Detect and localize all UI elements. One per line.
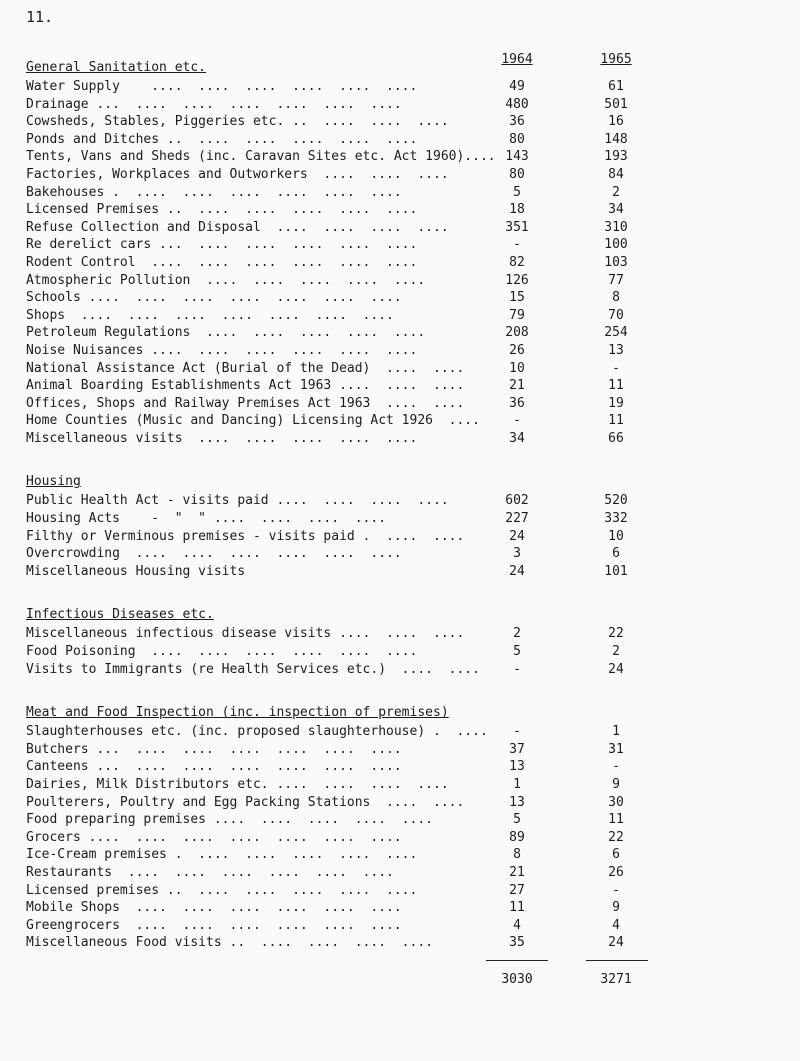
table-row	[26, 412, 786, 430]
table-row	[26, 864, 786, 882]
section-title: General Sanitation etc.	[26, 60, 207, 75]
table-row	[26, 236, 786, 254]
value-1964: 1	[513, 777, 521, 792]
value-1965: 6	[612, 546, 620, 562]
value-1964: -	[513, 237, 521, 253]
table-row	[26, 254, 786, 272]
value-1964: 24	[509, 563, 525, 579]
table-row	[26, 741, 786, 759]
value-1964: 80	[509, 166, 525, 182]
row-label: Food preparing premises .... .... .... .... ....	[26, 812, 433, 828]
value-1965: -	[612, 360, 620, 376]
value-1964: 13	[509, 794, 525, 810]
value-1964: 36	[509, 395, 525, 411]
value-1964: -	[513, 413, 521, 429]
value-1964: 35	[509, 935, 525, 951]
table-row	[26, 342, 786, 360]
row-label: Tents, Vans and Sheds (inc. Caravan Sites etc. Act 1960)....	[26, 149, 496, 165]
row-label: Rodent Control .... .... .... .... .... ....	[26, 254, 418, 270]
value-1964: 34	[509, 430, 525, 446]
totals-row	[26, 960, 786, 1000]
value-1964: 36	[509, 114, 525, 130]
section-title: Infectious Diseases etc.	[26, 607, 214, 623]
table-row	[26, 899, 786, 917]
table-row	[26, 723, 786, 741]
row-label: Public Health Act - visits paid .... .... .... ....	[26, 493, 449, 509]
table-row	[26, 377, 786, 395]
value-1965: 8	[612, 290, 620, 306]
table-row	[26, 846, 786, 864]
row-label: Bakehouses . .... .... .... .... .... ....	[26, 184, 402, 200]
value-1965: 100	[604, 237, 628, 253]
value-1965: 11	[608, 812, 624, 828]
value-1965: 30	[608, 794, 624, 810]
section-spacer	[26, 580, 786, 605]
value-1964: 2	[513, 626, 521, 642]
table-row	[26, 776, 786, 794]
table-row	[26, 917, 786, 935]
table-row	[26, 395, 786, 413]
row-label: Filthy or Verminous premises - visits paid . .... ....	[26, 528, 465, 544]
table-row	[26, 528, 786, 546]
table-row	[26, 166, 786, 184]
row-label: Canteens ... .... .... .... .... .... ....	[26, 759, 402, 775]
row-label: Ice-Cream premises . .... .... .... .... ....	[26, 847, 418, 863]
value-1965: 11	[608, 378, 624, 394]
value-1964: 480	[505, 96, 529, 112]
table-row	[26, 96, 786, 114]
table-row	[26, 148, 786, 166]
report-table	[26, 58, 786, 1000]
value-1964: 21	[509, 378, 525, 394]
row-label: Noise Nuisances .... .... .... .... .... ....	[26, 342, 418, 358]
table-row	[26, 934, 786, 952]
table-row	[26, 272, 786, 290]
value-1964: 227	[505, 511, 529, 527]
row-label: Home Counties (Music and Dancing) Licensing Act 1926 ....	[26, 413, 480, 429]
value-1964: 89	[509, 829, 525, 845]
value-1965: 148	[604, 131, 628, 147]
value-1965: 24	[608, 935, 624, 951]
row-label: Animal Boarding Establishments Act 1963 .... .... ....	[26, 378, 465, 394]
value-1965: 19	[608, 395, 624, 411]
value-1965: 11	[608, 413, 624, 429]
value-1965: 16	[608, 114, 624, 130]
table-row	[26, 758, 786, 776]
value-1965: 24	[608, 661, 624, 677]
value-1965: -	[612, 759, 620, 775]
section-spacer	[26, 678, 786, 703]
row-label: Petroleum Regulations .... .... .... .... ....	[26, 325, 426, 341]
total-1964: 3030	[501, 971, 533, 987]
row-label: Butchers ... .... .... .... .... .... ....	[26, 741, 402, 757]
row-label: Atmospheric Pollution .... .... .... .... ....	[26, 272, 426, 288]
table-row	[26, 324, 786, 342]
value-1964: 208	[505, 325, 529, 341]
row-label: Shops .... .... .... .... .... .... ....	[26, 307, 394, 323]
table-row	[26, 289, 786, 307]
total-rule-1964	[486, 960, 548, 961]
table-row	[26, 201, 786, 219]
table-row	[26, 829, 786, 847]
row-label: Water Supply .... .... .... .... .... ....	[26, 79, 418, 94]
value-1965: 520	[604, 493, 628, 509]
row-label: Offices, Shops and Railway Premises Act 1963 .... ....	[26, 395, 465, 411]
value-1965: 70	[608, 307, 624, 323]
value-1964: -	[513, 724, 521, 740]
value-1965: 254	[604, 325, 628, 341]
row-label: Refuse Collection and Disposal .... .... .... ....	[26, 219, 449, 235]
value-1965: 2	[612, 184, 620, 200]
table-row	[26, 219, 786, 237]
value-1964: 4	[513, 917, 521, 933]
value-1964: 5	[513, 644, 521, 660]
table-row	[26, 794, 786, 812]
row-label: Ponds and Ditches .. .... .... .... .... ....	[26, 131, 418, 147]
row-label: Licensed premises .. .... .... .... .... ....	[26, 882, 418, 898]
row-label: Drainage ... .... .... .... .... .... ....	[26, 96, 402, 112]
row-label: Grocers .... .... .... .... .... .... ....	[26, 829, 402, 845]
value-1965: 13	[608, 342, 624, 358]
table-row	[26, 661, 786, 679]
value-1964: 21	[509, 864, 525, 880]
section-spacer	[26, 447, 786, 472]
row-label: Dairies, Milk Distributors etc. .... .... .... ....	[26, 777, 449, 792]
value-1964: 8	[513, 847, 521, 863]
value-1965: 4	[612, 917, 620, 933]
row-label: Miscellaneous Food visits .. .... .... .... ....	[26, 935, 433, 951]
value-1964: 13	[509, 759, 525, 775]
value-1965: 103	[604, 254, 628, 270]
value-1964: 80	[509, 131, 525, 147]
row-label: Miscellaneous infectious disease visits .... .... ....	[26, 626, 465, 642]
column-header-1965: 1965	[600, 52, 632, 67]
value-1964: 18	[509, 202, 525, 218]
page-number: 11.	[26, 8, 54, 26]
row-label: Schools .... .... .... .... .... .... ....	[26, 290, 402, 306]
value-1965: 22	[608, 829, 624, 845]
value-1965: 34	[608, 202, 624, 218]
total-1965: 3271	[600, 971, 632, 987]
table-row	[26, 430, 786, 448]
value-1965: 9	[612, 900, 620, 916]
row-label: Re derelict cars ... .... .... .... .... ....	[26, 237, 418, 253]
row-label: Housing Acts - " " .... .... .... ....	[26, 511, 387, 527]
row-label: Miscellaneous visits .... .... .... .... ....	[26, 430, 418, 446]
table-row	[26, 113, 786, 131]
value-1965: 9	[612, 777, 620, 792]
table-row	[26, 643, 786, 661]
value-1964: 10	[509, 360, 525, 376]
value-1965: 10	[608, 528, 624, 544]
table-row	[26, 625, 786, 643]
row-label: National Assistance Act (Burial of the Dead) .... ....	[26, 360, 465, 376]
value-1964: 11	[509, 900, 525, 916]
value-1965: 101	[604, 563, 628, 579]
section-title: Housing	[26, 474, 81, 490]
row-label: Slaughterhouses etc. (inc. proposed slaughterhouse) . ....	[26, 724, 488, 740]
row-label: Restaurants .... .... .... .... .... ....	[26, 864, 394, 880]
value-1964: 82	[509, 254, 525, 270]
value-1965: 77	[608, 272, 624, 288]
value-1964: 351	[505, 219, 529, 235]
row-label: Greengrocers .... .... .... .... .... ....	[26, 917, 402, 933]
value-1965: 61	[608, 79, 624, 94]
value-1964: 5	[513, 812, 521, 828]
table-row	[26, 492, 786, 510]
value-1964: 3	[513, 546, 521, 562]
value-1964: 26	[509, 342, 525, 358]
value-1965: 31	[608, 741, 624, 757]
value-1964: 15	[509, 290, 525, 306]
table-row	[26, 811, 786, 829]
value-1964: 126	[505, 272, 529, 288]
value-1965: 84	[608, 166, 624, 182]
table-row	[26, 184, 786, 202]
value-1964: -	[513, 661, 521, 677]
value-1965: 332	[604, 511, 628, 527]
row-label: Mobile Shops .... .... .... .... .... ....	[26, 900, 402, 916]
table-row	[26, 78, 786, 96]
column-header-1964: 1964	[501, 52, 533, 67]
value-1964: 49	[509, 79, 525, 94]
value-1965: 1	[612, 724, 620, 740]
value-1965: 22	[608, 626, 624, 642]
value-1964: 602	[505, 493, 529, 509]
value-1965: -	[612, 882, 620, 898]
row-label: Cowsheds, Stables, Piggeries etc. .. .... .... ....	[26, 114, 449, 130]
row-label: Licensed Premises .. .... .... .... .... ....	[26, 202, 418, 218]
row-label: Overcrowding .... .... .... .... .... ....	[26, 546, 402, 562]
value-1965: 6	[612, 847, 620, 863]
table-row	[26, 882, 786, 900]
row-label: Miscellaneous Housing visits	[26, 563, 246, 579]
section-title: Meat and Food Inspection (inc. inspection of premises)	[26, 705, 449, 721]
row-label: Poulterers, Poultry and Egg Packing Stations .... ....	[26, 794, 465, 810]
value-1965: 26	[608, 864, 624, 880]
row-label: Visits to Immigrants (re Health Services etc.) .... ....	[26, 661, 480, 677]
value-1964: 27	[509, 882, 525, 898]
table-row	[26, 131, 786, 149]
table-row	[26, 545, 786, 563]
value-1964: 24	[509, 528, 525, 544]
table-row	[26, 510, 786, 528]
total-rule-1965	[586, 960, 648, 961]
table-row	[26, 360, 786, 378]
value-1964: 143	[505, 149, 529, 165]
value-1965: 501	[604, 96, 628, 112]
value-1965: 193	[604, 149, 628, 165]
row-label: Factories, Workplaces and Outworkers .... .... ....	[26, 166, 449, 182]
row-label: Food Poisoning .... .... .... .... .... ....	[26, 644, 418, 660]
value-1964: 79	[509, 307, 525, 323]
table-row	[26, 563, 786, 581]
value-1964: 5	[513, 184, 521, 200]
table-row	[26, 307, 786, 325]
value-1965: 66	[608, 430, 624, 446]
value-1964: 37	[509, 741, 525, 757]
value-1965: 2	[612, 644, 620, 660]
value-1965: 310	[604, 219, 628, 235]
